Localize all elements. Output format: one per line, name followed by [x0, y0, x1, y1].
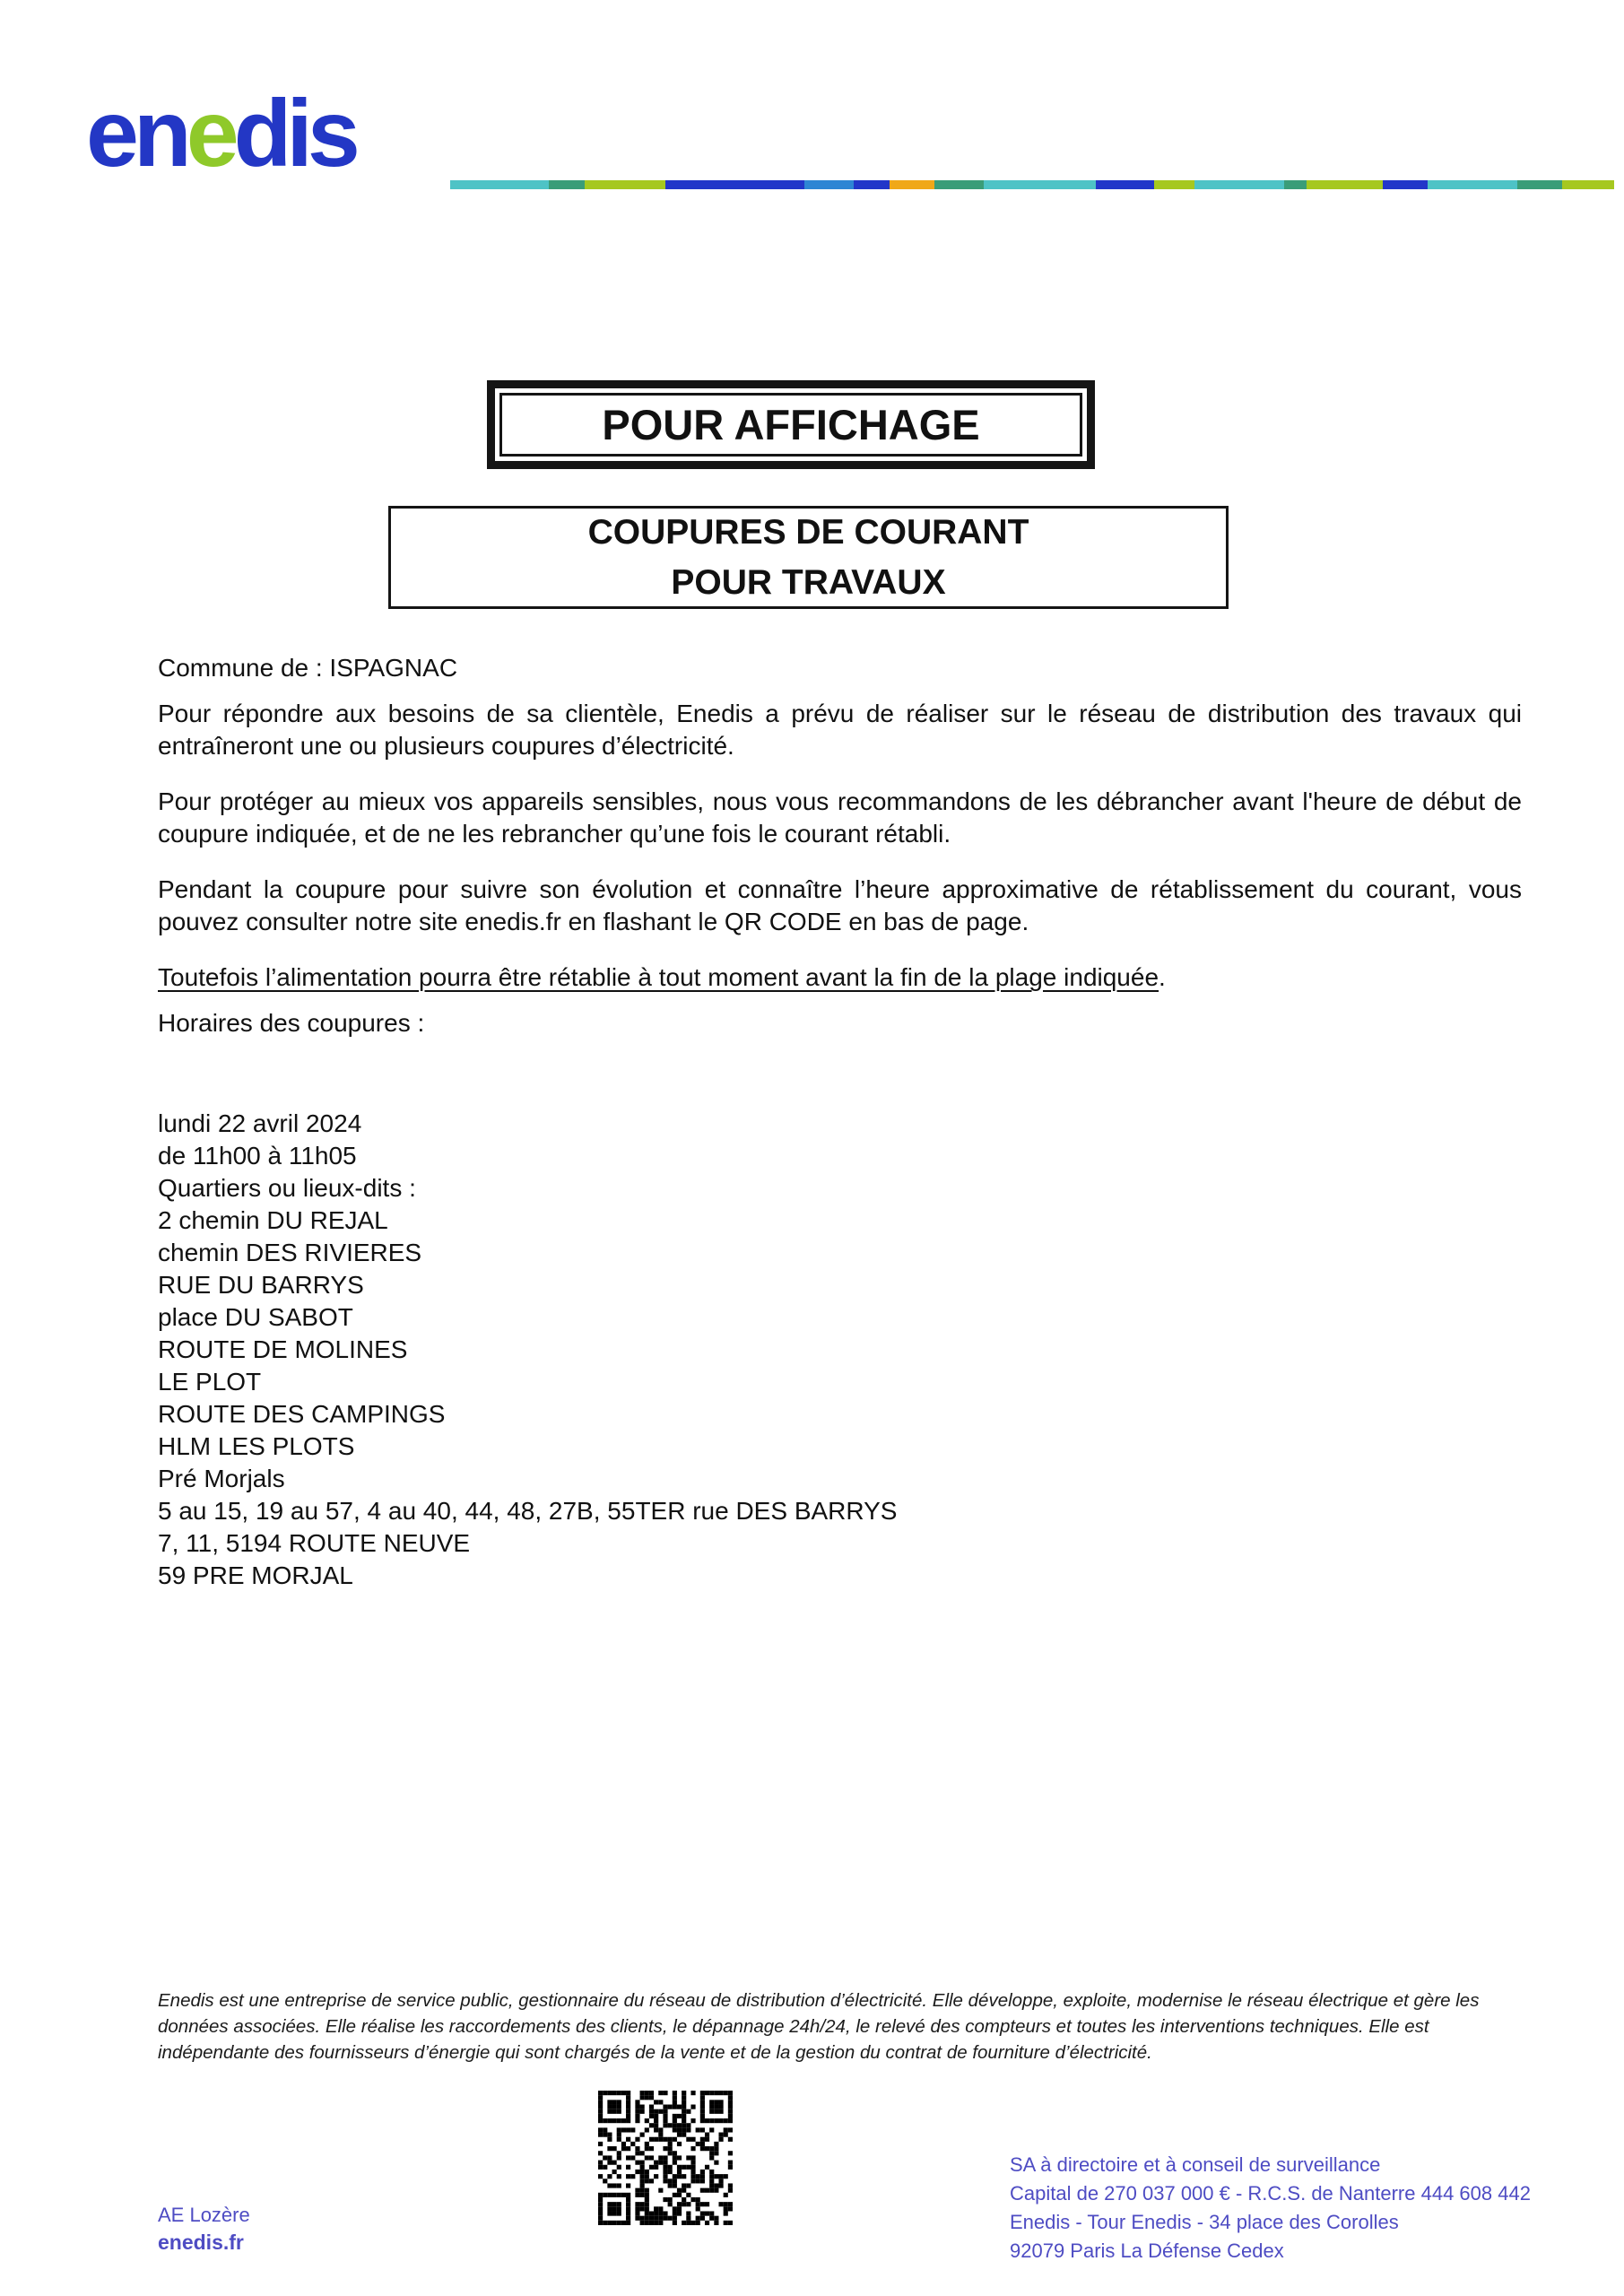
street-item: place DU SABOT — [158, 1303, 353, 1331]
company-info-line: 92079 Paris La Défense Cedex — [1010, 2239, 1284, 2262]
street-item: 59 PRE MORJAL — [158, 1561, 353, 1589]
schedule-label: Horaires des coupures : — [158, 1009, 425, 1037]
website-label: enedis.fr — [158, 2231, 244, 2254]
districts-label: Quartiers ou lieux-dits : — [158, 1174, 416, 1202]
street-item: 5 au 15, 19 au 57, 4 au 40, 44, 48, 27B, 55TER rue DES BARRYS — [158, 1497, 898, 1525]
brand-color-line — [450, 180, 1614, 189]
qr-code — [598, 2091, 733, 2225]
logo-text-dis: dis — [233, 81, 355, 187]
street-item: RUE DU BARRYS — [158, 1271, 364, 1299]
warning-sentence: Toutefois l’alimentation pourra être rétablie à tout moment avant la fin de la plage indiquée — [158, 963, 1159, 991]
outage-time: de 11h00 à 11h05 — [158, 1142, 357, 1170]
qr-code-image — [598, 2091, 733, 2225]
street-item: HLM LES PLOTS — [158, 1432, 355, 1460]
street-item: LE PLOT — [158, 1368, 262, 1396]
warning-period: . — [1159, 963, 1166, 991]
subtitle-box — [388, 506, 1229, 609]
company-info-line: SA à directoire et à conseil de surveillance — [1010, 2153, 1381, 2176]
advice-paragraph: Pour protéger au mieux vos appareils sensibles, nous vous recommandons de les débrancher avant l'heure de début de coupure indiquée, et de ne les rebrancher qu’une fois le courant rétabli. — [158, 787, 1522, 848]
outage-schedule — [158, 1108, 1522, 1172]
street-item: ROUTE DES CAMPINGS — [158, 1400, 446, 1428]
street-list — [158, 1205, 1522, 1592]
company-info-line: Enedis - Tour Enedis - 34 place des Corolles — [1010, 2211, 1399, 2233]
region-label: AE Lozère — [158, 2204, 250, 2226]
about-paragraph: Enedis est une entreprise de service public, gestionnaire du réseau de distribution d’électricité. Elle développe, exploite, modernise le réseau électrique et gère les données associées. Elle réalise les raccordements des clients, le dépannage 24h/24, le relevé des compteurs et toutes les interventions techniques. Elle est indépendante des fournisseurs d’énergie qui sont chargés de la vente et de la gestion du contrat de fourniture d’électricité. — [158, 1990, 1480, 2063]
outage-date: lundi 22 avril 2024 — [158, 1109, 362, 1137]
logo-text-e: e — [186, 81, 234, 187]
company-info — [1010, 2151, 1531, 2266]
info-paragraph: Pendant la coupure pour suivre son évolution et connaître l’heure approximative de rétablissement du courant, vous pouvez consulter notre site enedis.fr en flashant le QR CODE en bas de page. — [158, 875, 1522, 935]
commune-line: Commune de : ISPAGNAC — [158, 654, 458, 682]
footer-left-block — [158, 2202, 250, 2256]
banner-title: POUR AFFICHAGE — [602, 401, 980, 448]
street-item: ROUTE DE MOLINES — [158, 1335, 408, 1363]
affichage-banner-inner — [499, 393, 1082, 457]
subtitle-line2: POUR TRAVAUX — [671, 562, 946, 602]
warning-line — [158, 961, 1522, 994]
affichage-banner — [487, 380, 1095, 469]
body-content — [158, 652, 1522, 1592]
street-item: 2 chemin DU REJAL — [158, 1206, 388, 1234]
logo-text-en: en — [86, 81, 187, 187]
street-item: Pré Morjals — [158, 1465, 285, 1492]
street-item: 7, 11, 5194 ROUTE NEUVE — [158, 1529, 471, 1557]
intro-paragraph: Pour répondre aux besoins de sa clientèle, Enedis a prévu de réaliser sur le réseau de distribution des travaux qui entraîneront une ou plusieurs coupures d’électricité. — [158, 700, 1522, 760]
enedis-logo — [86, 81, 355, 187]
company-info-line: Capital de 270 037 000 € - R.C.S. de Nanterre 444 608 442 — [1010, 2182, 1531, 2205]
street-item: chemin DES RIVIERES — [158, 1239, 422, 1266]
subtitle-line1: COUPURES DE COURANT — [587, 512, 1029, 552]
